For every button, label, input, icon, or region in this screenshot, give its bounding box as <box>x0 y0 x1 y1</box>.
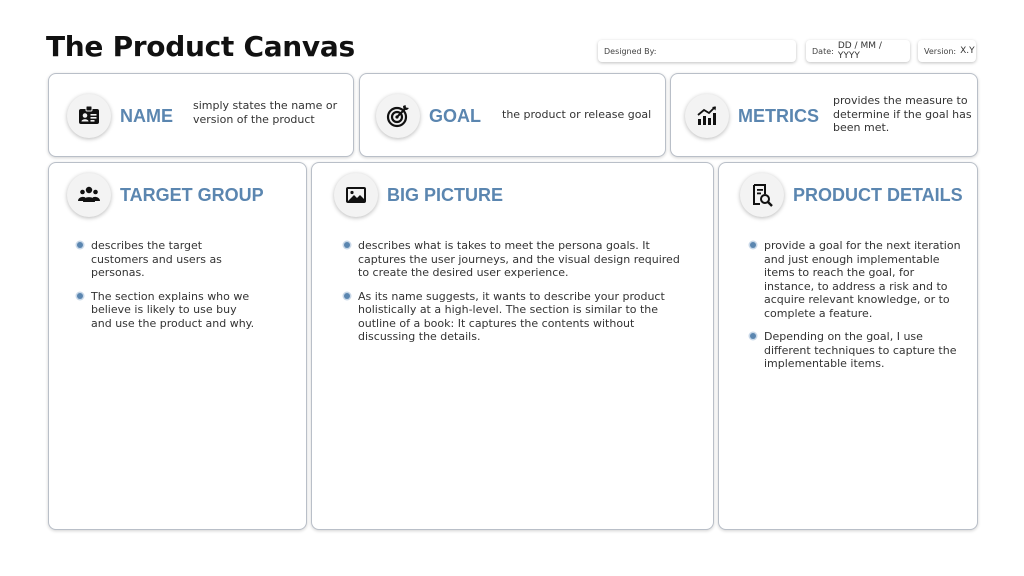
list-item: The section explains who we believe is likely to use buy and use the product and why. <box>77 290 257 331</box>
bar-chart-icon <box>685 94 729 138</box>
metrics-description: provides the measure to determine if the goal has been met. <box>833 94 972 134</box>
goal-description: the product or release goal <box>502 108 652 121</box>
metrics-card <box>670 73 978 157</box>
goal-card <box>359 73 666 157</box>
product-details-bullets <box>750 239 962 381</box>
list-item: Depending on the goal, I use different techniques to capture the implementable items. <box>750 330 962 371</box>
list-item: describes what is takes to meet the persona goals. It captures the user journeys, and the visual design required to create the desired user experience. <box>344 239 694 280</box>
name-title: NAME <box>120 106 173 126</box>
big-picture-bullets <box>344 239 694 354</box>
designed-by-label: Designed By: <box>604 46 657 56</box>
date-value: DD / MM / YYYY <box>837 41 882 61</box>
target-group-bullets <box>77 239 257 340</box>
designed-by-field[interactable] <box>598 40 796 62</box>
goal-title: GOAL <box>429 106 481 126</box>
date-label: Date: <box>812 46 834 56</box>
metrics-title: METRICS <box>738 106 819 126</box>
target-group-card <box>48 162 307 530</box>
big-picture-title: BIG PICTURE <box>387 185 504 205</box>
image-icon <box>334 173 378 217</box>
product-details-title: PRODUCT DETAILS <box>793 185 963 205</box>
users-icon <box>67 173 111 217</box>
target-group-title: TARGET GROUP <box>120 185 264 205</box>
list-item: provide a goal for the next iteration and just enough implementable items to reach the goal, for instance, to address a risk and to acquire relevant knowledge, or to complete a feature. <box>750 239 962 320</box>
page-title: The Product Canvas <box>46 30 355 63</box>
version-field[interactable] <box>918 40 976 62</box>
version-label: Version: <box>924 46 957 56</box>
product-details-card <box>718 162 978 530</box>
list-item: As its name suggests, it wants to describe your product holistically at a high-level. The section is similar to the outline of a book: It captures the contents without discussing the details. <box>344 290 694 344</box>
id-card-icon <box>67 94 111 138</box>
name-card <box>48 73 354 157</box>
date-field[interactable] <box>806 40 910 62</box>
version-value: X.Y <box>960 46 975 56</box>
target-icon <box>376 94 420 138</box>
big-picture-card <box>311 162 714 530</box>
list-item: describes the target customers and users as personas. <box>77 239 257 280</box>
name-description: simply states the name or version of the product <box>193 99 338 126</box>
document-search-icon <box>740 173 784 217</box>
